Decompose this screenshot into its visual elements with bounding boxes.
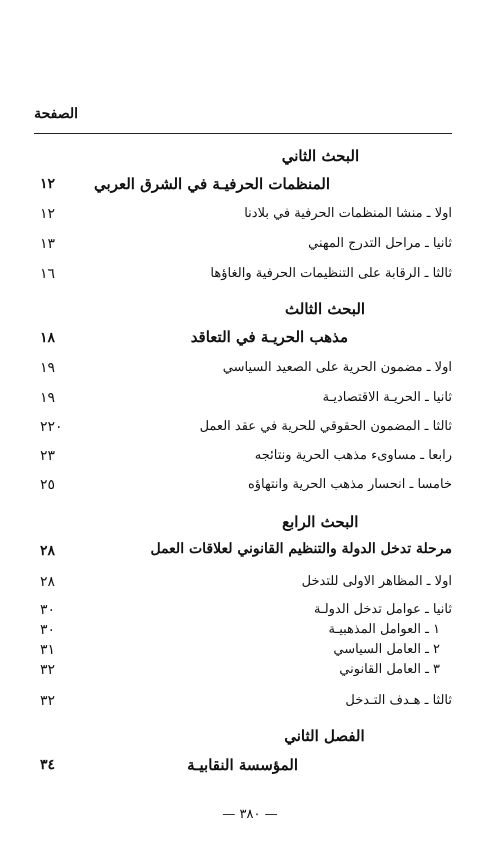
toc-page-number: ١٢	[40, 206, 56, 222]
toc-page-number: ١٩	[40, 360, 56, 376]
toc-page-number: ٢٢٠	[40, 419, 63, 435]
toc-page-number: ٣٠	[40, 602, 56, 618]
toc-page-number: ٣١	[40, 642, 56, 658]
toc-entry: ثالثا ـ الرقابة على التنظيمات الحرفية والغاؤها	[210, 266, 452, 281]
section-heading: البحث الثاني	[281, 147, 360, 165]
toc-page-number: ١٣	[40, 236, 56, 252]
section-heading: البحث الرابع	[282, 513, 359, 531]
header-rule	[34, 133, 452, 134]
toc-entry: اولا ـ مضمون الحرية على الصعيد السياسي	[222, 360, 452, 375]
toc-entry: ثانيا ـ الحريـة الاقتصاديـة	[322, 390, 452, 405]
toc-entry: اولا ـ منشا المنظمات الحرفية في بلادنا	[244, 206, 452, 221]
toc-page-number: ٣٤	[40, 757, 56, 773]
toc-entry: رابعا ـ مساوىء مذهب الحرية ونتائجه	[254, 448, 452, 463]
toc-entry-title: المؤسسة النقابيـة	[187, 756, 298, 774]
toc-page-number: ٣٢	[40, 693, 56, 709]
toc-entry-title: المنظمات الحرفيـة في الشرق العربي	[94, 175, 330, 193]
toc-entry-title: مرحلة تدخل الدولة والتنظيم القانوني لعلاقات العمل	[150, 541, 452, 557]
toc-page-number: ١٨	[40, 330, 56, 346]
page-column-header: الصفحة	[34, 106, 78, 122]
toc-entry: ثالثا ـ المضمون الحقوقي للحرية في عقد العمل	[199, 419, 452, 434]
toc-page-number: ٣٠	[40, 622, 56, 638]
toc-entry-title: مذهب الحريـة في التعاقد	[190, 328, 348, 346]
section-heading: البحث الثالث	[285, 300, 366, 318]
toc-page-number: ٢٨	[40, 574, 56, 590]
toc-page-number: ٢٥	[40, 477, 56, 493]
toc-page-number: ١٩	[40, 390, 56, 406]
toc-page-number: ٢٣	[40, 448, 56, 464]
toc-page-number: ١٦	[40, 266, 56, 282]
toc-entry: خامسا ـ انحسار مذهب الحرية وانتهاؤه	[247, 477, 452, 492]
toc-page-number: ٣٢	[40, 662, 56, 678]
toc-entry: ثانيا ـ مراحل التدرج المهني	[308, 236, 452, 251]
toc-sub-entry: ١ ـ العوامل المذهبيـة	[328, 622, 440, 637]
toc-page-number: ١٢	[40, 176, 56, 192]
toc-entry: اولا ـ المظاهر الاولى للتدخل	[301, 574, 452, 589]
toc-entry: ثالثا ـ هـدف التـدخل	[345, 693, 452, 708]
page-footer-number: — ٣٨٠ —	[222, 807, 278, 822]
toc-entry: ثانيا ـ عوامل تدخل الدولـة	[313, 602, 452, 617]
toc-page-number: ٢٨	[40, 543, 56, 559]
toc-sub-entry: ٢ ـ العامل السياسي	[333, 642, 440, 657]
chapter-heading: الفصل الثاني	[284, 727, 365, 745]
toc-sub-entry: ٣ ـ العامل القانوني	[339, 662, 440, 677]
